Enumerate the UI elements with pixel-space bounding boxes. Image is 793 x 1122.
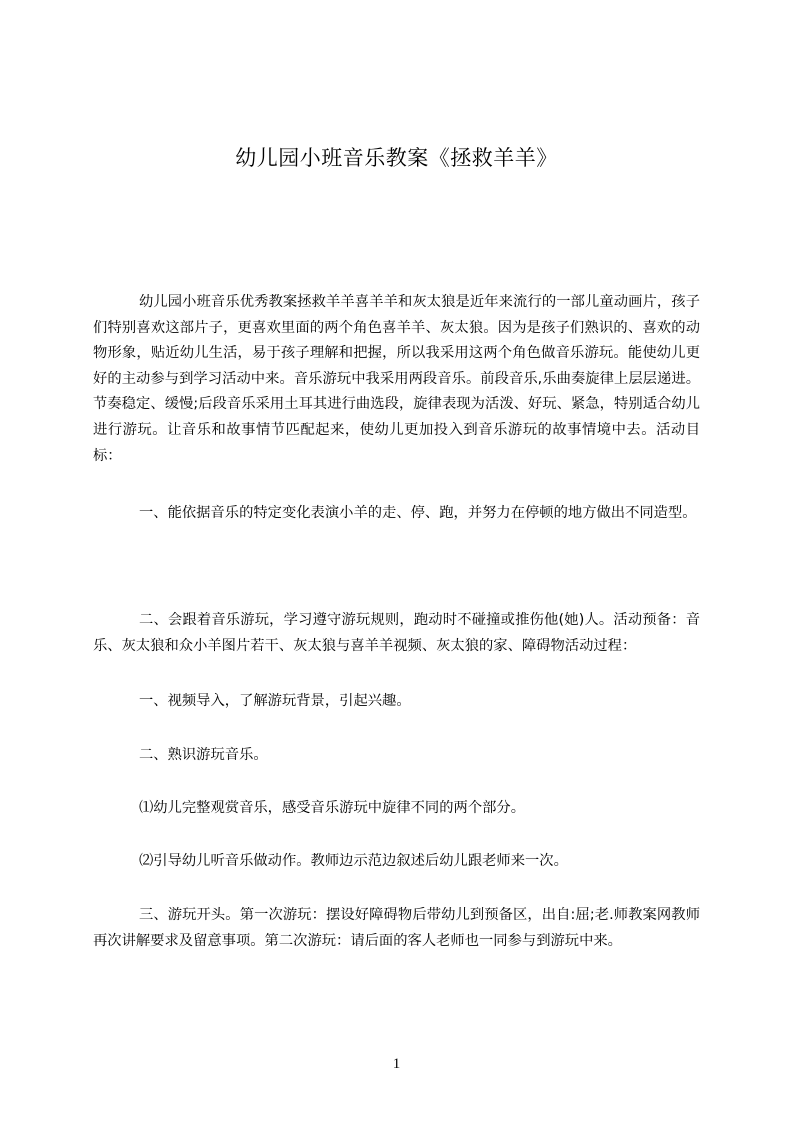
step-two-paragraph: 二、熟识游玩音乐。 <box>139 747 268 763</box>
document-title: 幼儿园小班音乐教案《拯救羊羊》 <box>235 146 558 170</box>
intro-paragraph: 幼儿园小班音乐优秀教案拯救羊羊喜羊羊和灰太狼是近年来流行的一部儿童动画片，孩子们特别喜欢这部片子，更喜欢里面的两个角色喜羊羊、灰太狼。因为是孩子们熟识的、喜欢的动物形象，贴近幼儿生活，易于孩子理解和把握，所以我采用这两个角色做音乐游玩。能使幼儿更好的主动参与到学习活动中来。音乐游玩中我采用两段音乐。前段音乐,乐曲奏旋律上层层递进。节奏稳定、缓慢;后段音乐采用土耳其进行曲选段，旋律表现为活泼、好玩、紧急，特别适合幼儿进行游玩。让音乐和故事情节匹配起来，使幼儿更加投入到音乐游玩的故事情境中去。活动目标： <box>93 294 700 464</box>
page-number: 1 <box>392 1056 401 1072</box>
goal-two-paragraph: 二、会跟着音乐游玩，学习遵守游玩规则，跑动时不碰撞或推伤他(她)人。活动预备：音乐、灰太狼和众小羊图片若干、灰太狼与喜羊羊视频、灰太狼的家、障碍物活动过程： <box>93 612 700 654</box>
step-three-paragraph: 三、游玩开头。第一次游玩：摆设好障碍物后带幼儿到预备区，出自:屈;老.师教案网教师再次讲解要求及留意事项。第二次游玩：请后面的客人老师也一同参与到游玩中来。 <box>93 907 700 949</box>
goal-one-paragraph: 一、能依据音乐的特定变化表演小羊的走、停、跑，并努力在停顿的地方做出不同造型。 <box>139 505 697 521</box>
step-two-substep-one: ⑴幼儿完整观赏音乐，感受音乐游玩中旋律不同的两个部分。 <box>139 800 526 816</box>
step-two-substep-two: ⑵引导幼儿听音乐做动作。教师边示范边叙述后幼儿跟老师来一次。 <box>139 853 568 869</box>
step-one-paragraph: 一、视频导入，了解游玩背景，引起兴趣。 <box>139 693 411 709</box>
